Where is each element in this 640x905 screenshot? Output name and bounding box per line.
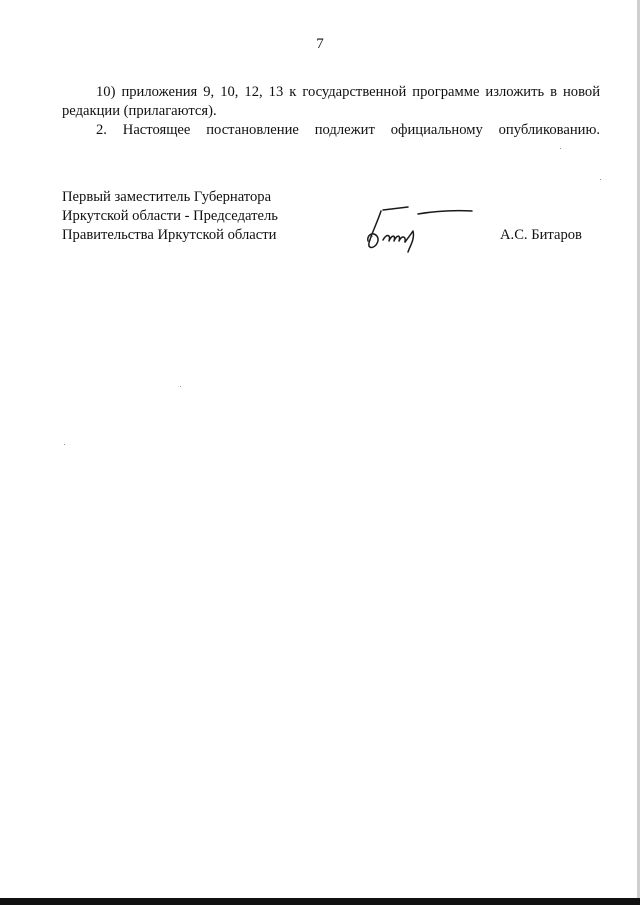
paragraph-publication: 2. Настоящее постановление подлежит официальному опубликованию. <box>96 122 600 138</box>
scan-speck <box>600 179 601 180</box>
scan-speck <box>372 236 373 237</box>
scan-speck <box>560 148 561 149</box>
scan-edge-bottom <box>0 898 640 905</box>
signatory-name: А.С. Битаров <box>500 227 582 243</box>
paragraph-item-10: 10) приложения 9, 10, 12, 13 к государственной программе изложить в новой редакции (прилагаются). <box>62 84 600 119</box>
signatory-title-line: Первый заместитель Губернатора <box>62 189 272 205</box>
signatory-title-line: Правительства Иркутской области <box>62 227 277 243</box>
signature-icon <box>348 196 478 261</box>
signatory-title <box>62 188 278 245</box>
page-number: 7 <box>316 36 324 52</box>
scan-speck <box>64 444 65 445</box>
scan-speck <box>180 386 181 387</box>
document-body <box>62 83 600 140</box>
signatory-title-line: Иркутской области - Председатель <box>62 208 278 224</box>
